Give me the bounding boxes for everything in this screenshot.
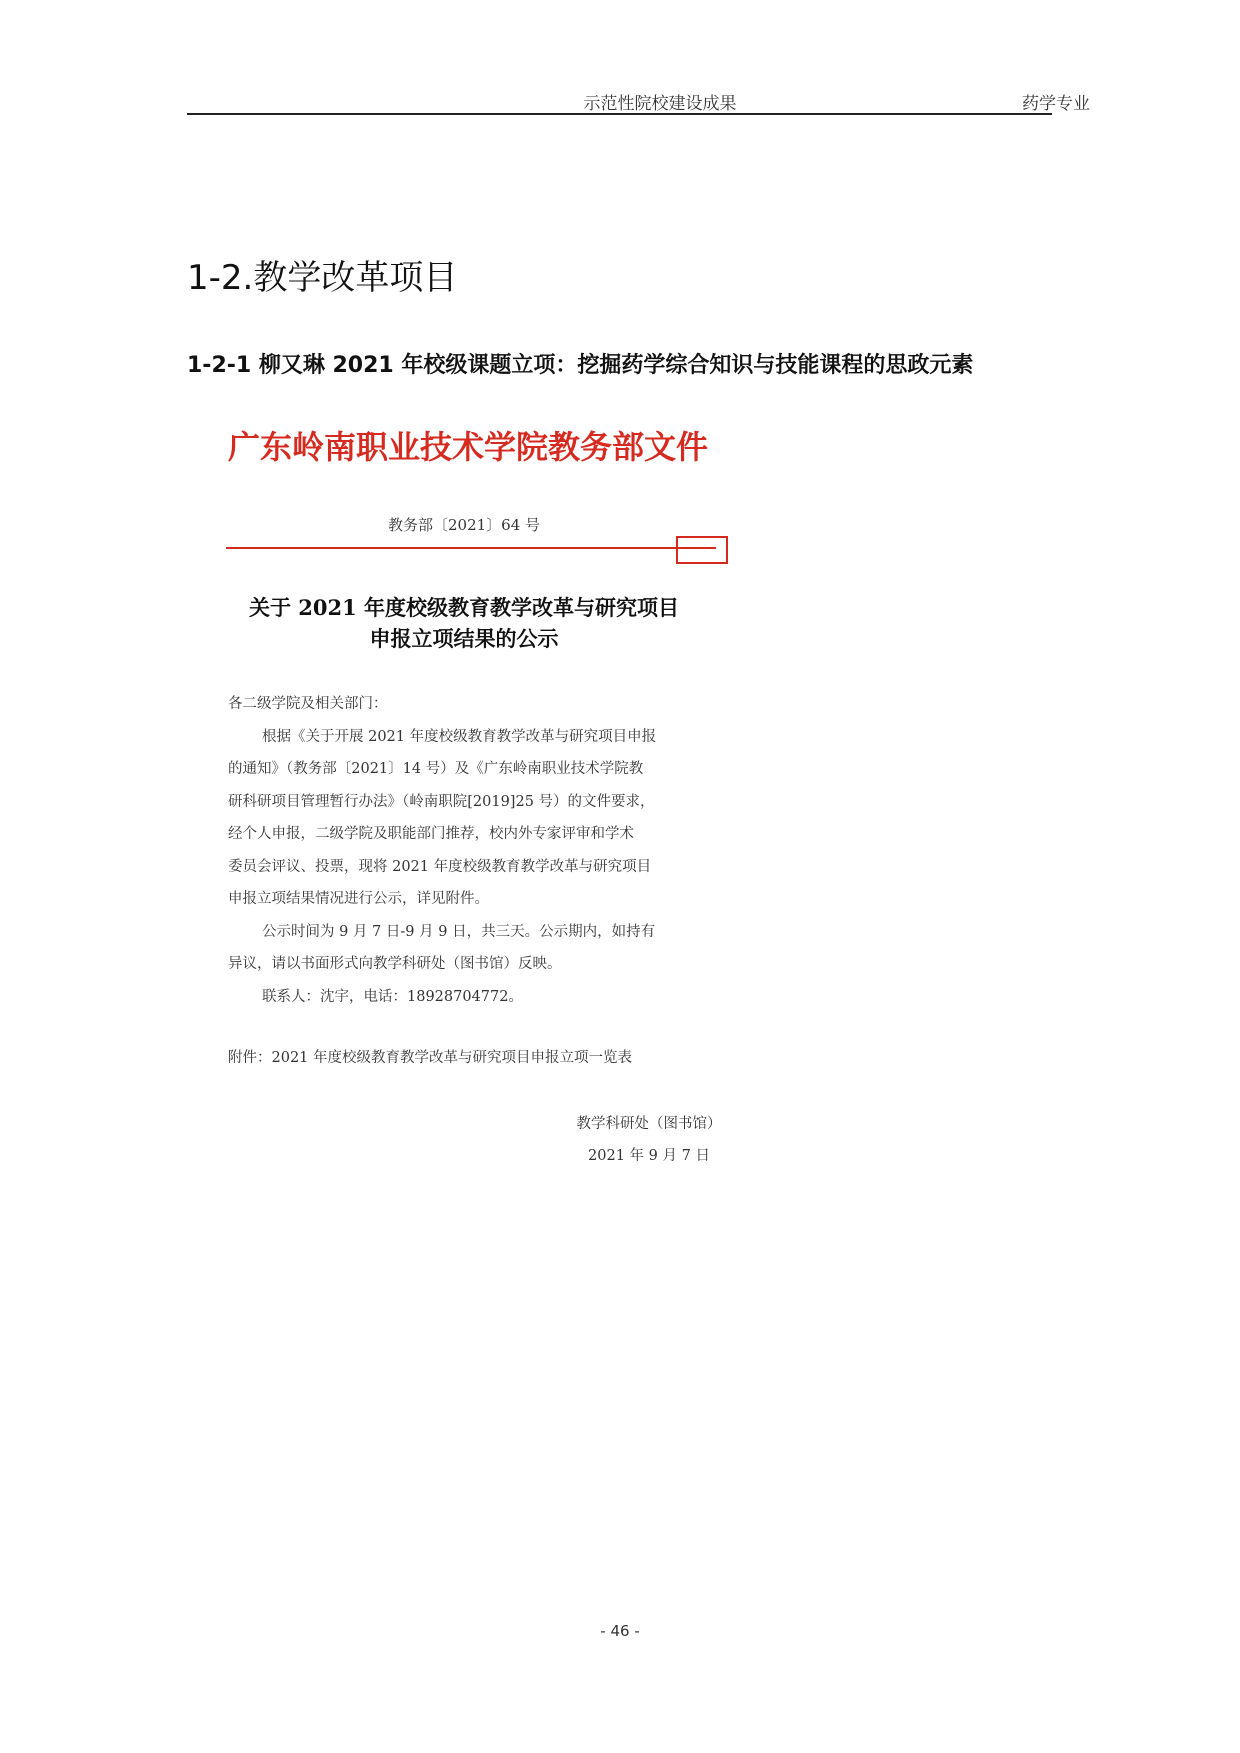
section-title: 1-2.教学改革项目	[187, 258, 458, 298]
body-line: 异议，请以书面形式向教学科研处（图书馆）反映。	[228, 956, 562, 972]
page-header-center: 示范性院校建设成果	[583, 94, 737, 114]
signature-date: 2021 年 9 月 7 日	[588, 1148, 710, 1164]
document-title-line2: 申报立项结果的公示	[369, 626, 559, 651]
header-rule	[187, 113, 1052, 115]
document-number: 教务部〔2021〕64 号	[387, 516, 541, 534]
document-letterhead: 广东岭南职业技术学院教务部文件	[228, 428, 709, 466]
document-red-rule	[226, 547, 716, 549]
body-line: 根据《关于开展 2021 年度校级教育教学改革与研究项目申报	[262, 728, 657, 745]
page-header-right: 药学专业	[1022, 94, 1090, 114]
contact-line: 联系人：沈宇，电话：18928704772。	[262, 988, 523, 1005]
document-body	[228, 688, 738, 1013]
document-title	[224, 592, 704, 654]
body-line: 委员会评议、投票，现将 2021 年度校级教育教学改革与研究项目	[228, 858, 652, 875]
body-line: 公示时间为 9 月 7 日-9 月 9 日，共三天。公示期内，如持有	[262, 923, 656, 940]
signature-org: 教学科研处（图书馆）	[576, 1116, 722, 1132]
page-number: - 46 -	[600, 1622, 640, 1640]
document-salutation: 各二级学院及相关部门：	[228, 696, 388, 712]
body-line: 研科研项目管理暂行办法》（岭南职院[2019]25 号）的文件要求，	[228, 793, 655, 810]
body-line: 的通知》（教务部〔2021〕14 号）及《广东岭南职业技术学院教	[228, 761, 644, 777]
document-title-line1: 关于 2021 年度校级教育教学改革与研究项目	[248, 595, 680, 620]
document-attachment: 附件：2021 年度校级教育教学改革与研究项目申报立项一览表	[228, 1050, 633, 1066]
body-line: 申报立项结果情况进行公示，详见附件。	[228, 891, 489, 907]
highlight-box	[676, 536, 728, 564]
document-signature	[564, 1108, 734, 1172]
scanned-document	[224, 410, 744, 1190]
body-line: 经个人申报，二级学院及职能部门推荐，校内外专家评审和学术	[228, 826, 634, 842]
subsection-title: 1-2-1 柳又琳 2021 年校级课题立项：挖掘药学综合知识与技能课程的思政元素	[187, 353, 974, 378]
